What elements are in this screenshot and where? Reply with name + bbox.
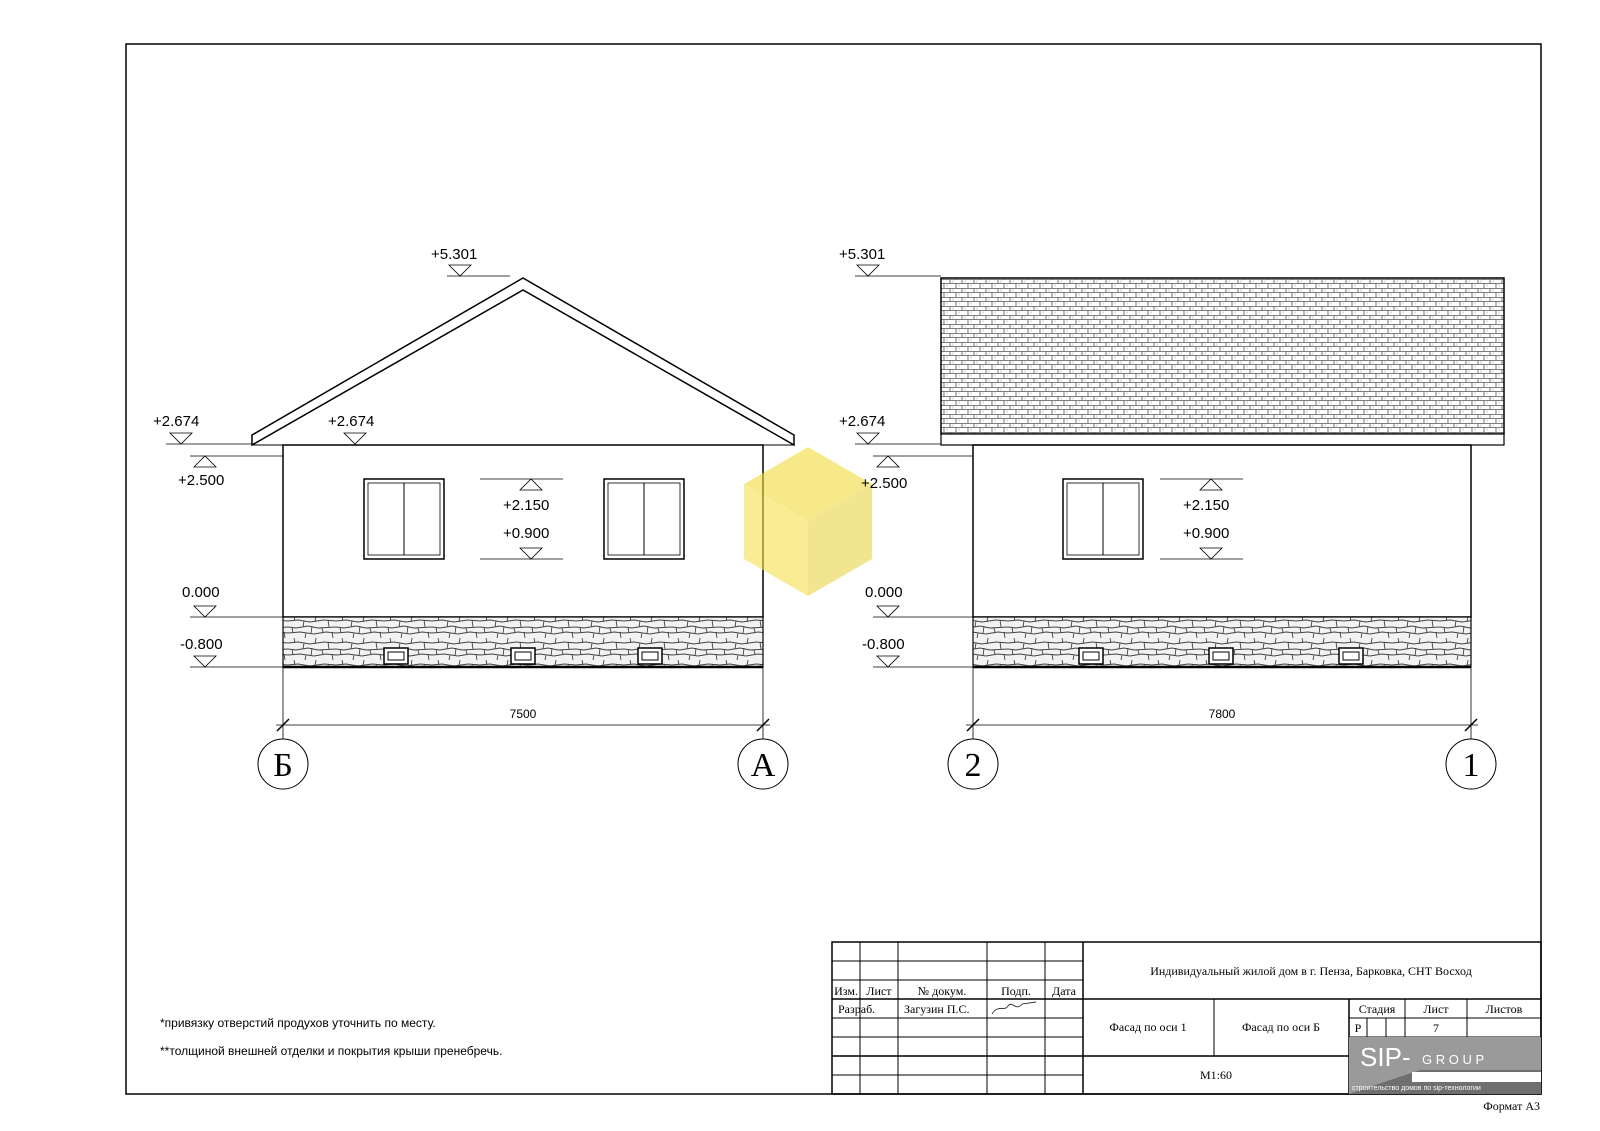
right-elev-window (1160, 479, 1243, 559)
left-elev-window-bottom-label: +0.900 (503, 525, 550, 542)
left-elev-ground-label: -0.800 (180, 636, 223, 653)
left-dimension-label: 7500 (509, 707, 537, 721)
facade-left (153, 246, 794, 789)
right-elev-eave (839, 413, 941, 444)
facade-right (839, 246, 1504, 789)
axis-1-label: 1 (1462, 747, 1480, 784)
tb-role: Разраб. (838, 1002, 876, 1016)
left-elev-eave-outer (153, 413, 252, 444)
left-elev-eave-inner (328, 413, 374, 444)
right-roof (941, 278, 1504, 434)
right-elev-zero (865, 584, 973, 617)
left-elev-window (480, 479, 563, 559)
right-elev-ground-label: -0.800 (862, 636, 905, 653)
axis-bubble-2 (948, 730, 998, 789)
right-elev-wall-top-label: +2.500 (861, 475, 908, 492)
left-elev-eave-inner-label: +2.674 (328, 413, 375, 430)
right-dimension (966, 667, 1478, 731)
format-label: Формат А3 (1483, 1099, 1540, 1113)
tb-sheet-name-1: Фасад по оси 1 (1109, 1020, 1187, 1034)
right-dimension-label: 7800 (1208, 707, 1236, 721)
tb-sheet-value: 7 (1433, 1021, 1439, 1035)
left-window-2 (604, 479, 684, 559)
left-window-1 (364, 479, 444, 559)
tb-sheet-header: Лист (1423, 1002, 1449, 1016)
left-elev-zero-label: 0.000 (182, 584, 220, 601)
signature-mark (992, 1002, 1036, 1014)
axis-bubble-1 (1446, 730, 1496, 789)
right-elev-ridge (839, 246, 941, 276)
note-1: *привязку отверстий продухов уточнить по месту. (160, 1016, 436, 1030)
right-roof-fascia (941, 434, 1504, 445)
right-elev-eave-label: +2.674 (839, 413, 886, 430)
tb-sheet-name-2: Фасад по оси Б (1241, 1020, 1321, 1034)
right-window (1063, 479, 1143, 559)
left-dimension (276, 445, 770, 731)
tb-project: Индивидуальный жилой дом в г. Пенза, Барковка, СНТ Восход (1150, 964, 1472, 978)
axis-b-label: Б (273, 747, 293, 784)
axis-2-label: 2 (964, 747, 982, 784)
right-elev-ridge-label: +5.301 (839, 246, 886, 263)
tb-col-doc: № докум. (917, 984, 967, 998)
tb-col-sign: Подп. (1001, 984, 1031, 998)
tb-stage-header: Стадия (1358, 1002, 1396, 1016)
tb-col-izm: Изм. (834, 984, 858, 998)
tb-stage-value: Р (1354, 1021, 1362, 1035)
axis-bubble-a (738, 730, 788, 789)
axis-a-label: А (750, 747, 776, 784)
logo-text: SIP- (1360, 1042, 1411, 1072)
right-elev-window-top-label: +2.150 (1183, 497, 1230, 514)
note-2: **толщиной внешней отделки и покрытия крыши пренебречь. (160, 1044, 503, 1058)
axis-bubble-b (258, 730, 308, 789)
left-elev-zero (182, 584, 283, 617)
logo-text-2: G R O U P (1422, 1052, 1485, 1067)
left-elev-ground (180, 636, 283, 667)
company-logo (1349, 1037, 1541, 1094)
left-elev-eave-outer-label: +2.674 (153, 413, 200, 430)
left-elev-window-top-label: +2.150 (503, 497, 550, 514)
left-elev-ridge-label: +5.301 (431, 246, 478, 263)
left-elev-ridge (431, 246, 510, 276)
tb-col-list: Лист (866, 984, 892, 998)
tb-col-date: Дата (1052, 984, 1076, 998)
left-elev-wall-top-label: +2.500 (178, 472, 225, 489)
logo-tagline: строительство домов по sip-технологии (1352, 1085, 1481, 1092)
tb-scale: М1:60 (1199, 1068, 1233, 1082)
left-elev-wall-top (178, 456, 283, 489)
right-elev-wall-top (861, 456, 973, 492)
title-block (832, 942, 1541, 1094)
right-elev-ground (862, 636, 973, 667)
tb-author: Загузин П.С. (904, 1002, 970, 1016)
tb-sheets-header: Листов (1485, 1002, 1523, 1016)
right-elev-window-bottom-label: +0.900 (1183, 525, 1230, 542)
right-elev-zero-label: 0.000 (865, 584, 903, 601)
